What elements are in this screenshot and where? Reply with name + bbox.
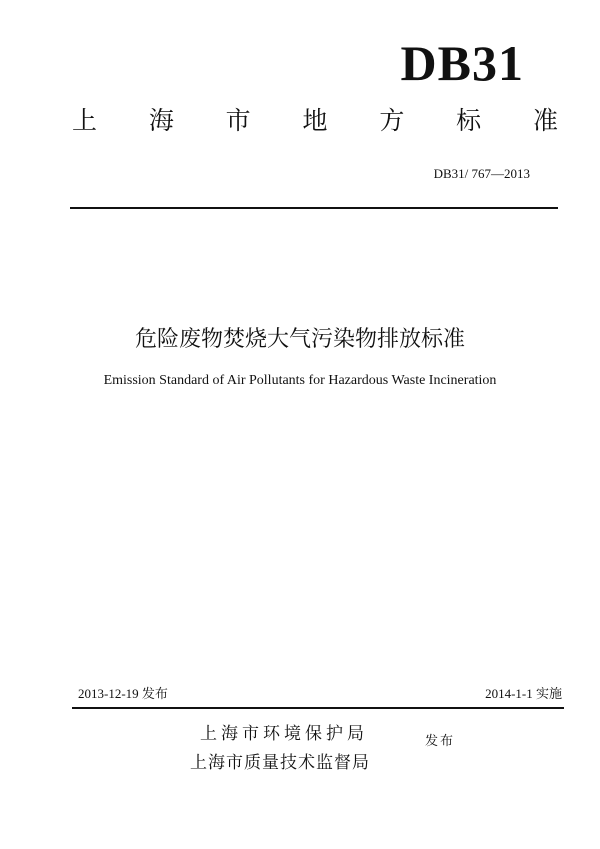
issuer-quality-bureau: 上海市质量技术监督局 xyxy=(190,753,370,773)
standard-type-heading xyxy=(72,108,558,133)
issue-date: 2013-12-19 发布 xyxy=(78,686,168,701)
footer-divider xyxy=(72,707,564,709)
standard-type-char: 海 xyxy=(148,106,174,135)
implementation-date: 2014-1-1 实施 xyxy=(485,686,562,701)
document-title-chinese: 危险废物焚烧大气污染物排放标准 xyxy=(134,327,465,352)
db31-logo: DB31 xyxy=(400,35,524,91)
document-title-english: Emission Standard of Air Pollutants for Hazardous Waste Incineration xyxy=(103,373,497,388)
standard-type-char: 标 xyxy=(456,106,482,135)
standard-number: DB31/ 767—2013 xyxy=(433,166,530,181)
standard-type-char: 市 xyxy=(225,106,251,135)
standard-type-char: 上 xyxy=(72,106,98,135)
standard-type-char: 地 xyxy=(302,106,328,135)
issuer-environmental-bureau: 上海市环境保护局 xyxy=(200,724,368,744)
publish-label: 发布 xyxy=(425,734,456,749)
standard-type-char: 准 xyxy=(532,106,558,135)
standard-type-char: 方 xyxy=(379,106,405,135)
header-divider xyxy=(70,207,558,209)
